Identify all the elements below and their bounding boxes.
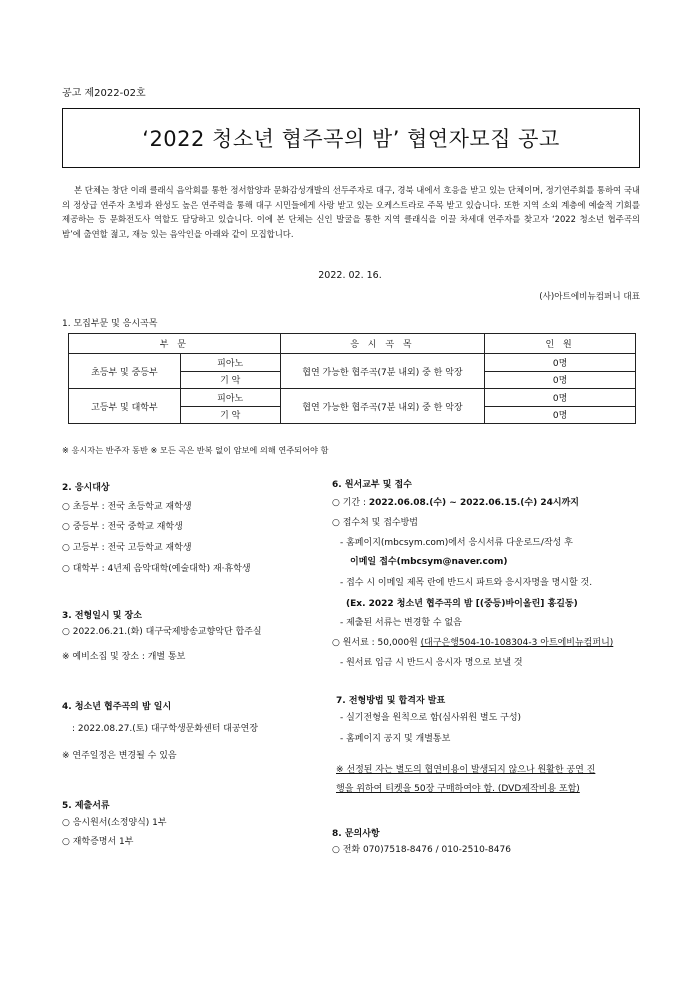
organization-signature: (사)아트에비뉴컴퍼니 대표: [539, 292, 640, 302]
table-header-row: [69, 334, 636, 354]
title-box: [62, 108, 640, 168]
header-count: 인 원: [485, 334, 636, 354]
piece-cell: 협연 가능한 협주곡(7분 내외) 중 한 악장: [280, 354, 485, 389]
section6-title: 6. 원서교부 및 접수: [332, 480, 412, 490]
subject-example: (Ex. 2022 청소년 협주곡의 밤 [(중등)바이올린] 홍길동): [346, 599, 578, 609]
concert-date: : 2022.08.27.(토) 대구학생문화센터 대공연장: [72, 724, 259, 734]
contact-phone: ○ 전화 070)7518-8476 / 010-2510-8476: [332, 845, 511, 855]
fee-label: ○ 원서료 : 50,000원: [332, 638, 421, 648]
division-cell: 고등부 및 대학부: [69, 389, 181, 424]
exam-note: ※ 예비소집 및 장소 : 개별 통보: [62, 652, 186, 662]
count-cell: 0명: [485, 389, 636, 407]
count-cell: 0명: [485, 354, 636, 372]
piece-cell: 협연 가능한 협주곡(7분 내외) 중 한 악장: [280, 389, 485, 424]
section7-title: 7. 전형방법 및 합격자 발표: [336, 696, 446, 706]
count-cell: 0명: [485, 406, 636, 424]
section1-title: 1. 모집부문 및 응시곡목: [62, 319, 158, 329]
section4-title: 4. 청소년 협주곡의 밤 일시: [62, 702, 172, 712]
part-cell: 피아노: [180, 389, 280, 407]
section2-title: 2. 응시대상: [62, 483, 110, 493]
notice-date: 2022. 02. 16.: [318, 270, 382, 281]
part-cell: 기 악: [180, 406, 280, 424]
website-instruction: - 홈페이지(mbcsym.com)에서 응시서류 다운로드/작성 후: [340, 538, 573, 548]
list-item: ○ 응시원서(소정양식) 1부: [62, 818, 167, 828]
recruitment-table: [68, 333, 636, 424]
exam-date: ○ 2022.06.21.(화) 대구국제방송교향악단 합주실: [62, 627, 262, 637]
notice-number: 공고 제2022-02호: [62, 88, 146, 99]
table-note: ※ 응시자는 반주자 동반 ※ 모든 곡은 반복 없이 암보에 의해 연주되어야 함: [62, 445, 329, 455]
application-fee: [332, 639, 613, 648]
part-cell: 기 악: [180, 371, 280, 389]
ticket-note-line2: 행을 위하여 티켓을 50장 구매하여야 함. (DVD제작비용 포함): [336, 784, 580, 794]
concert-note: ※ 연주일정은 변경될 수 있음: [62, 751, 177, 761]
header-piece: 응 시 곡 목: [280, 334, 485, 354]
header-division: 부 문: [69, 334, 281, 354]
table-row: [69, 389, 636, 407]
method-heading: ○ 접수처 및 접수방법: [332, 518, 418, 528]
count-cell: 0명: [485, 371, 636, 389]
section3-title: 3. 전형일시 및 장소: [62, 611, 142, 621]
list-item: ○ 고등부 : 전국 고등학교 재학생: [62, 543, 192, 553]
period-label: ○ 기간 :: [332, 498, 369, 508]
list-item: ○ 대학부 : 4년제 음악대학(예술대학) 재·휴학생: [62, 564, 251, 574]
subject-instruction: - 접수 시 이메일 제목 란에 반드시 파트와 응시자명을 명시할 것.: [340, 578, 593, 588]
announcement-method: - 홈페이지 공지 및 개별통보: [340, 734, 451, 744]
list-item: ○ 재학증명서 1부: [62, 837, 134, 847]
fee-note: - 원서료 입금 시 반드시 응시자 명으로 보낼 것: [340, 658, 523, 668]
part-cell: 피아노: [180, 354, 280, 372]
list-item: ○ 중등부 : 전국 중학교 재학생: [62, 522, 183, 532]
table-row: [69, 354, 636, 372]
list-item: ○ 초등부 : 전국 초등학교 재학생: [62, 502, 192, 512]
email-instruction: 이메일 접수(mbcsym@naver.com): [350, 557, 508, 567]
no-return-note: - 제출된 서류는 변경할 수 없음: [340, 618, 462, 628]
intro-paragraph: 본 단체는 창단 이래 클래식 음악회를 통한 정서함양과 문화감성개발의 선두주자로 대구, 경북 내에서 호응을 받고 있는 단체이며, 정기연주회를 통하여 국내의 정상급 연주자 초빙과 완성도 높은 연주력을 통해 대구 시민들에게 사랑 받고 있는 오케스트라로 주목 받고 있습니다. 또한 지역 소외 계층에 예술적 기회를 제공하는 등 문화전도사 역할도 담당하고 있습니다. 이에 본 단체는 신인 발굴을 통한 지역 클래식을 이끌 차세대 연주자를 찾고자 ‘2022 청소년 협주곡의 밤’에 출연할 젊고, 재능 있는 음악인을 아래와 같이 모집합니다.: [62, 185, 640, 239]
selection-method: - 실기전형을 원칙으로 함(심사위원 별도 구성): [340, 713, 522, 723]
application-period: [332, 499, 579, 508]
page-title: ‘2022 청소년 협주곡의 밤’ 협연자모집 공고: [142, 127, 560, 151]
section8-title: 8. 문의사항: [332, 829, 380, 839]
section5-title: 5. 제출서류: [62, 801, 110, 811]
division-cell: 초등부 및 중등부: [69, 354, 181, 389]
ticket-note-line1: ※ 선정된 자는 별도의 협연비용이 발생되지 않으나 원활한 공연 진: [336, 765, 596, 775]
period-value: 2022.06.08.(수) ~ 2022.06.15.(수) 24시까지: [368, 498, 579, 508]
fee-account: (대구은행504-10-108304-3 아트에비뉴컴퍼니): [420, 638, 614, 648]
